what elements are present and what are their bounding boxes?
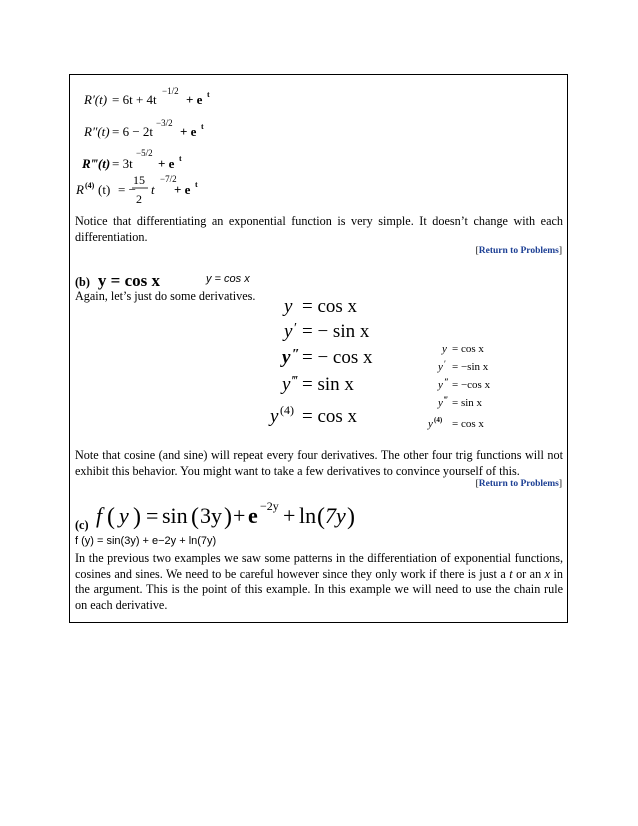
svg-text:=: = [146, 503, 159, 528]
svg-text:): ) [347, 504, 355, 530]
d2-lhs: R″(t) [84, 124, 110, 139]
d3-rhs: = 3t [112, 156, 133, 171]
svg-text:″: ″ [444, 377, 449, 387]
note-b: Note that cosine (and sine) will repeat every four derivatives. The other four trig functions will not exhibit this behavior. You might want to take a few derivatives to convince yourself of this. [75, 448, 563, 478]
svg-text:= −cos x: = −cos x [452, 379, 491, 391]
return-link-a[interactable]: [Return to Problems] [475, 246, 562, 256]
d2-exp: −3/2 [156, 118, 173, 128]
return-link-b[interactable]: [Return to Problems] [475, 479, 562, 489]
svg-text:(4): (4) [434, 416, 443, 424]
svg-text:+: + [233, 503, 246, 528]
svg-text:y: y [284, 296, 293, 317]
svg-text:‴: ‴ [444, 395, 448, 405]
part-c-heading-math [92, 496, 355, 532]
svg-text:sin: sin [162, 503, 188, 528]
d2-tail-exp: t [201, 122, 204, 131]
part-b-intro: Again, let’s just do some derivatives. [75, 289, 256, 303]
b-small-4 [427, 416, 484, 430]
derivative-3 [81, 148, 182, 171]
svg-text:y: y [438, 379, 443, 391]
d1-tail: + e [186, 92, 203, 107]
svg-text:(: ( [317, 504, 325, 530]
d2-rhs: = 6 − 2t [112, 124, 154, 139]
svg-text:): ) [224, 504, 232, 530]
b-small-1 [437, 359, 489, 373]
svg-text:‴: ‴ [292, 374, 298, 389]
svg-text:(: ( [107, 504, 115, 530]
d1-rhs: = 6t + 4t [112, 92, 157, 107]
svg-text:(4): (4) [280, 403, 294, 417]
part-b-math: y = cos x [97, 271, 161, 290]
d4-exp: −7/2 [160, 174, 177, 184]
return-to-problems-b[interactable]: Return to Problems [478, 479, 559, 489]
b-small-0 [441, 343, 484, 355]
derivative-list-a [76, 78, 276, 208]
svg-text:e: e [248, 503, 258, 528]
d3-lhs: R‴(t) [82, 156, 111, 171]
svg-text:= cos x: = cos x [302, 406, 358, 427]
d4-lhs-arg: (t) [98, 182, 111, 197]
derivative-2 [83, 118, 204, 139]
part-b-alt-math: y = cos x [206, 273, 250, 285]
svg-text:y: y [270, 406, 279, 427]
svg-text:= sin x: = sin x [452, 397, 483, 409]
part-b-heading [75, 271, 160, 291]
svg-text:= − sin x: = − sin x [302, 321, 370, 342]
svg-text:y: y [119, 503, 129, 528]
b-line-1 [282, 321, 370, 342]
part-c-paragraph: In the previous two examples we saw some patterns in the differentiation of exponential functions, cosines and sines. We need to be careful however since they only work if there is just a t or an x in the argument. This is the point of this example. In this example we will need to use the chain rule on each derivative. [75, 551, 563, 612]
svg-text:ln: ln [299, 503, 317, 528]
svg-text:y: y [284, 321, 293, 342]
svg-text:f: f [96, 503, 103, 528]
d4-lhs-order: (4) [85, 181, 95, 190]
note-a: Notice that differentiating an exponential function is very simple. It doesn’t change with each differentiation. [75, 214, 563, 244]
d1-tail-exp: t [207, 90, 210, 99]
svg-text:′: ′ [294, 321, 298, 336]
svg-text:″: ″ [292, 347, 300, 362]
svg-text:= −sin x: = −sin x [452, 361, 489, 373]
b-small-3 [437, 395, 483, 409]
d3-tail-exp: t [179, 154, 182, 163]
svg-text:−2y: −2y [260, 499, 279, 513]
b-small-2 [437, 377, 491, 391]
svg-text:(: ( [191, 504, 199, 530]
svg-text:y: y [442, 343, 447, 355]
d4-frac-den: 2 [136, 192, 142, 206]
d3-exp: −5/2 [136, 148, 153, 158]
d2-tail: + e [180, 124, 197, 139]
svg-text:= − cos x: = − cos x [302, 347, 373, 368]
derivative-list-b [268, 292, 398, 442]
svg-text:7y: 7y [325, 503, 346, 528]
b-line-2 [280, 347, 373, 368]
svg-text:= cos x: = cos x [452, 418, 484, 430]
svg-text:+: + [283, 503, 296, 528]
derivative-list-b-small [428, 338, 518, 438]
svg-text:y: y [282, 347, 291, 368]
svg-text:y: y [438, 361, 443, 373]
svg-text:= cos x: = cos x [302, 296, 358, 317]
derivative-4 [75, 173, 198, 206]
svg-text:= cos x: = cos x [452, 343, 484, 355]
b-line-4 [268, 403, 358, 427]
part-c-label: (c) [75, 518, 89, 532]
d4-var: t [151, 182, 155, 197]
svg-text:): ) [133, 504, 141, 530]
d1-lhs: R′(t) [84, 92, 108, 107]
svg-text:3y: 3y [200, 503, 222, 528]
svg-text:′: ′ [444, 359, 446, 369]
d3-tail: + e [158, 156, 175, 171]
return-to-problems-a[interactable]: Return to Problems [478, 246, 559, 256]
derivative-1 [83, 86, 210, 107]
svg-text:y: y [428, 418, 433, 430]
d4-tail-exp: t [195, 180, 198, 189]
part-c-alt-math: f (y) = sin(3y) + e−2y + ln(7y) [75, 535, 217, 547]
b-line-3 [280, 374, 354, 395]
svg-text:y: y [438, 397, 443, 409]
b-line-0 [282, 296, 358, 317]
d4-tail: + e [174, 182, 191, 197]
d4-lhs: R [76, 182, 84, 197]
d4-rhs: = − [118, 182, 136, 197]
svg-text:y: y [282, 374, 291, 395]
svg-text:= sin x: = sin x [302, 374, 354, 395]
d4-frac-num: 15 [133, 173, 145, 187]
part-b-label: (b) [75, 275, 90, 289]
d1-exp: −1/2 [162, 86, 179, 96]
